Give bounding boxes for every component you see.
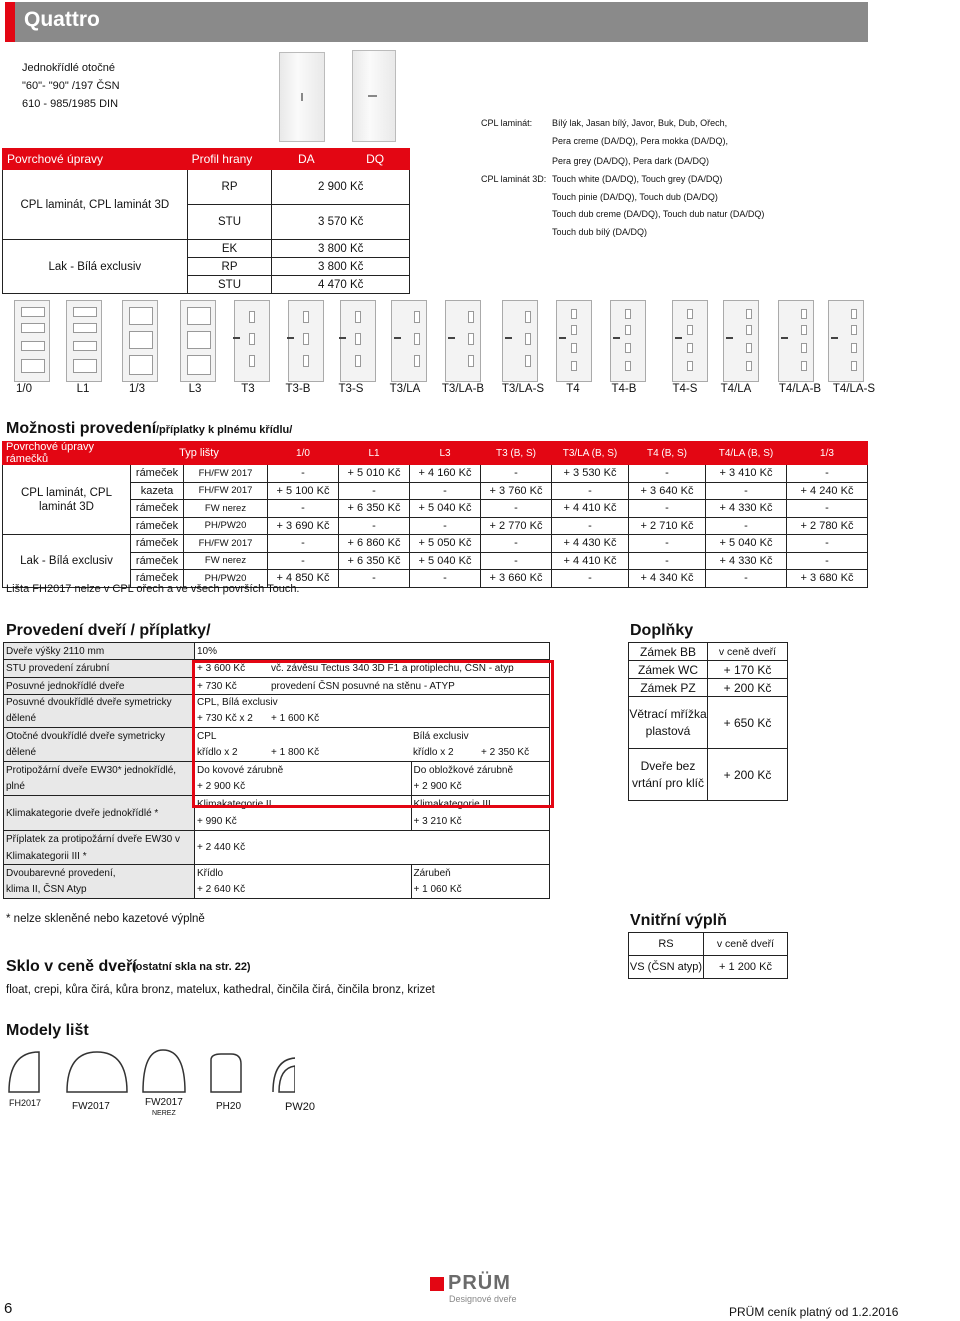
- model-label: T4/LA-S: [832, 383, 876, 395]
- filling-table: [628, 932, 788, 979]
- col-header: 1/0: [268, 441, 339, 465]
- table-cell: + 5 100 Kč: [268, 482, 339, 500]
- table-cell: -: [339, 570, 410, 588]
- model-label: T3-B: [285, 383, 311, 395]
- options-title: Možnosti provedení: [6, 420, 157, 437]
- cpl3d-text: Touch white (DA/DQ), Touch grey (DA/DQ): [552, 174, 723, 184]
- table-cell: PH/PW20: [184, 517, 268, 535]
- addons-table: [628, 642, 788, 801]
- table-cell: + 2 900 Kč: [195, 779, 412, 796]
- brand-logo-mark: [430, 1277, 444, 1291]
- col-header: Typ lišty: [131, 441, 268, 465]
- price-cell: 3 570 Kč: [272, 205, 410, 240]
- table-cell: FW nerez: [184, 500, 268, 518]
- table-cell: + 1 600 Kč: [269, 711, 550, 728]
- model-label: T3/LA: [389, 383, 421, 395]
- model-label: T4-S: [672, 383, 698, 395]
- door-image-dq: [352, 50, 396, 142]
- table-cell: Zámek WC: [629, 661, 708, 679]
- col-header: Povrchové úpravy rámečků: [3, 441, 131, 465]
- model-label: T3/LA-S: [501, 383, 545, 395]
- table-cell: + 1 800 Kč: [269, 745, 411, 762]
- table-cell: Protipožární dveře EW30* jednokřídlé,: [4, 762, 195, 779]
- table-row: [3, 500, 868, 518]
- surface-group: CPL laminát, CPL laminát 3D: [3, 465, 131, 535]
- profile-pw20-body: [279, 1066, 295, 1092]
- table-cell: dělené: [4, 745, 195, 762]
- table-cell: + 3 690 Kč: [268, 517, 339, 535]
- table-cell: -: [787, 552, 868, 570]
- table-cell: Klimakategorie III: [411, 796, 550, 813]
- door-handle: [301, 93, 303, 101]
- table-cell: -: [629, 500, 706, 518]
- info-sizes-din: 610 - 985/1985 DIN: [22, 98, 119, 110]
- table-cell: + 4 330 Kč: [706, 500, 787, 518]
- table-cell: -: [268, 465, 339, 482]
- table-cell: -: [410, 570, 481, 588]
- table-cell: + 1 060 Kč: [411, 882, 550, 899]
- table-cell: + 3 410 Kč: [706, 465, 787, 482]
- model-door-t4-la: [723, 300, 759, 382]
- table-cell: Klimakategorii III *: [4, 849, 195, 865]
- profiles-title: Modely lišt: [6, 1022, 89, 1039]
- profile-sublabel: NEREZ: [152, 1110, 176, 1117]
- surface-group: Lak - Bílá exclusiv: [3, 535, 131, 588]
- price-table: [2, 148, 410, 294]
- table-cell: 10%: [195, 643, 550, 660]
- table-cell: + 3 760 Kč: [481, 482, 552, 500]
- table-cell: + 2 900 Kč: [411, 779, 550, 796]
- table-cell: rámeček: [131, 517, 184, 535]
- table-cell: Křídlo: [195, 865, 412, 882]
- table-cell: rámeček: [131, 570, 184, 588]
- table-cell: CPL: [195, 728, 412, 745]
- table-cell: Příplatek za protipožární dveře EW30 v: [4, 831, 195, 849]
- table-cell: + 4 430 Kč: [552, 535, 629, 553]
- table-cell: + 2 640 Kč: [195, 882, 412, 899]
- table-cell: -: [787, 465, 868, 482]
- table-cell: -: [706, 482, 787, 500]
- profile-fw2017-nerez: [143, 1050, 185, 1092]
- table-cell: + 5 050 Kč: [410, 535, 481, 553]
- table-cell: + 3 600 Kč: [195, 660, 270, 678]
- table-cell: + 3 530 Kč: [552, 465, 629, 482]
- table-cell: + 3 210 Kč: [411, 813, 550, 831]
- table-cell: vč. závěsu Tectus 340 3D F1 a protiplechu, ČSN - atyp: [269, 660, 550, 678]
- surface-group: Lak - Bílá exclusiv: [3, 240, 188, 294]
- table-cell: klima II, ČSN Atyp: [4, 882, 195, 899]
- footnote: * nelze skleněné nebo kazetové výplně: [6, 913, 205, 925]
- table-cell: Posuvné dvoukřídlé dveře symetricky: [4, 695, 195, 711]
- table-cell: STU provedení zárubní: [4, 660, 195, 678]
- price-cell: 4 470 Kč: [272, 276, 410, 294]
- table-cell: -: [552, 570, 629, 588]
- table-cell: + 650 Kč: [708, 697, 788, 749]
- table-cell: -: [629, 552, 706, 570]
- table-cell: rámeček: [131, 500, 184, 518]
- table-cell: Dveře bez vrtání pro klíč: [629, 749, 708, 801]
- table-cell: -: [268, 552, 339, 570]
- table-cell: FH/FW 2017: [184, 465, 268, 482]
- table-cell: + 3 640 Kč: [629, 482, 706, 500]
- table-cell: křídlo x 2: [195, 745, 270, 762]
- model-label: 1/3: [129, 383, 145, 395]
- col-header: Profil hrany: [187, 149, 272, 170]
- table-cell: -: [787, 535, 868, 553]
- col-header: 1/3: [787, 441, 868, 465]
- table-cell: PH/PW20: [184, 570, 268, 588]
- table-cell: -: [481, 535, 552, 553]
- model-label: T4-B: [611, 383, 637, 395]
- table-cell: provedení ČSN posuvné na stěnu - ATYP: [269, 678, 550, 695]
- table-cell: FH/FW 2017: [184, 535, 268, 553]
- model-door-t4: [556, 300, 592, 382]
- cpl-text: Pera grey (DA/DQ), Pera dark (DA/DQ): [552, 156, 710, 166]
- table-cell: křídlo x 2: [411, 745, 479, 762]
- table-cell: VS (ČSN atyp): [629, 956, 704, 979]
- edge-profile: STU: [187, 205, 272, 240]
- model-door-1-0: [14, 300, 50, 382]
- table-cell: -: [629, 465, 706, 482]
- options-subtitle: /příplatky k plnému křídlu/: [156, 424, 293, 436]
- model-label: L3: [188, 383, 202, 395]
- model-door-t4-la-b: [778, 300, 814, 382]
- col-header: DQ: [341, 149, 410, 170]
- model-door-t4-s: [672, 300, 708, 382]
- model-label: 1/0: [16, 383, 32, 395]
- model-label: T3: [241, 383, 255, 395]
- brand-tagline: Designové dveře: [449, 1294, 517, 1304]
- price-cell: 3 800 Kč: [272, 258, 410, 276]
- price-cell: 2 900 Kč: [272, 170, 410, 205]
- table-cell: + 730 Kč x 2: [195, 711, 270, 728]
- table-cell: + 5 040 Kč: [410, 500, 481, 518]
- table-row: [3, 552, 868, 570]
- table-cell: + 6 350 Kč: [339, 552, 410, 570]
- table-cell: v ceně dveří: [704, 933, 788, 956]
- cpl3d-label: CPL laminát 3D:: [481, 174, 547, 184]
- table-cell: + 5 040 Kč: [706, 535, 787, 553]
- table-cell: + 6 350 Kč: [339, 500, 410, 518]
- table-cell: rámeček: [131, 465, 184, 482]
- table-cell: + 5 010 Kč: [339, 465, 410, 482]
- table-cell: + 3 660 Kč: [481, 570, 552, 588]
- table-cell: + 4 340 Kč: [629, 570, 706, 588]
- table-cell: -: [706, 570, 787, 588]
- model-door-l3: [180, 300, 216, 382]
- brand-logo: PRÜM: [448, 1272, 511, 1294]
- col-header: T4/LA (B, S): [706, 441, 787, 465]
- table-cell: + 4 160 Kč: [410, 465, 481, 482]
- profile-label: FW2017: [72, 1101, 110, 1112]
- table-row: [3, 517, 868, 535]
- table-cell: + 2 770 Kč: [481, 517, 552, 535]
- model-door-t3-la: [391, 300, 427, 382]
- model-door-t3-b: [288, 300, 324, 382]
- highlight-box: [192, 660, 554, 808]
- table-cell: + 3 680 Kč: [787, 570, 868, 588]
- model-door-t4-b: [610, 300, 646, 382]
- model-label: T4/LA: [720, 383, 752, 395]
- addons-title: Doplňky: [630, 622, 694, 639]
- info-sizes-csn: "60"- "90" /197 ČSN: [22, 80, 120, 92]
- table-cell: -: [410, 482, 481, 500]
- table-cell: -: [552, 482, 629, 500]
- table-cell: v ceně dveří: [708, 643, 788, 661]
- col-header: Povrchové úpravy: [3, 149, 188, 170]
- table-cell: + 6 860 Kč: [339, 535, 410, 553]
- table-cell: -: [268, 500, 339, 518]
- cpl-text: Pera creme (DA/DQ), Pera mokka (DA/DQ),: [552, 136, 729, 146]
- model-label: L1: [76, 383, 90, 395]
- door-handle: [368, 95, 377, 97]
- profile-label: PH20: [216, 1101, 242, 1112]
- cpl3d-text: Touch pinie (DA/DQ), Touch dub (DA/DQ): [552, 192, 718, 202]
- table-cell: -: [339, 517, 410, 535]
- table-cell: Zámek BB: [629, 643, 708, 661]
- model-door-l1: [66, 300, 102, 382]
- model-door-t3: [234, 300, 270, 382]
- model-door-t3-la-b: [445, 300, 481, 382]
- table-cell: Dvoubarevné provedení,: [4, 865, 195, 882]
- table-cell: -: [706, 517, 787, 535]
- table-cell: -: [629, 535, 706, 553]
- table-cell: Klimakategorie dveře jednokřídlé *: [4, 796, 195, 831]
- options-note: Lišta FH2017 nelze v CPL ořech a ve všech površích Touch.: [6, 583, 300, 595]
- table-cell: + 200 Kč: [708, 749, 788, 801]
- table-row: [3, 535, 868, 553]
- model-door-1-3: [122, 300, 158, 382]
- table-cell: + 2 350 Kč: [479, 745, 550, 762]
- profile-label: FW2017: [145, 1097, 183, 1108]
- table-cell: + 4 240 Kč: [787, 482, 868, 500]
- options-table: [2, 441, 868, 588]
- page-title: Quattro: [24, 8, 100, 31]
- table-row: [3, 482, 868, 500]
- table-cell: Dveře výšky 2110 mm: [4, 643, 195, 660]
- table-cell: Větrací mřížka plastová: [629, 697, 708, 749]
- price-cell: 3 800 Kč: [272, 240, 410, 258]
- table-cell: + 1 200 Kč: [704, 956, 788, 979]
- model-door-t3-s: [340, 300, 376, 382]
- model-label: T4/LA-B: [778, 383, 822, 395]
- table-cell: Bílá exclusiv: [411, 728, 550, 745]
- table-cell: CPL, Bílá exclusiv: [195, 695, 550, 711]
- model-label: T3-S: [338, 383, 364, 395]
- table-cell: -: [787, 500, 868, 518]
- table-cell: RS: [629, 933, 704, 956]
- table-cell: + 2 780 Kč: [787, 517, 868, 535]
- cpl-text: Bílý lak, Jasan bílý, Javor, Buk, Dub, Ořech,: [552, 118, 728, 128]
- door-image-da: [279, 52, 325, 142]
- col-header: DA: [272, 149, 341, 170]
- table-cell: Otočné dvoukřídlé dveře symetricky: [4, 728, 195, 745]
- model-label: T4: [566, 383, 580, 395]
- table-cell: + 730 Kč: [195, 678, 270, 695]
- cpl-label: CPL laminát:: [481, 118, 533, 128]
- header-accent: [5, 2, 15, 42]
- table-cell: + 4 850 Kč: [268, 570, 339, 588]
- table-cell: + 2 440 Kč: [195, 831, 550, 865]
- table-cell: -: [481, 465, 552, 482]
- surface-group: CPL laminát, CPL laminát 3D: [3, 170, 188, 240]
- col-header: L3: [410, 441, 481, 465]
- model-gallery: [8, 300, 878, 380]
- edge-profile: STU: [187, 276, 272, 294]
- table-cell: rámeček: [131, 552, 184, 570]
- surcharges-title: Provedení dveří / příplatky/: [6, 622, 211, 639]
- table-cell: Do obložkové zárubně: [411, 762, 550, 779]
- glass-title: Sklo v ceně dveří: [6, 958, 137, 975]
- glass-list: float, crepi, kůra čirá, kůra bronz, matelux, kathedral, činčila čirá, činčila bronz, krizet: [6, 984, 435, 996]
- table-cell: -: [481, 500, 552, 518]
- table-cell: -: [339, 482, 410, 500]
- table-cell: Zárubeň: [411, 865, 550, 882]
- profile-fh2017: [9, 1052, 39, 1092]
- table-cell: Posuvné jednokřídlé dveře: [4, 678, 195, 695]
- table-cell: Klimakategorie II: [195, 796, 412, 813]
- table-cell: -: [481, 552, 552, 570]
- col-header: T3/LA (B, S): [552, 441, 629, 465]
- profile-label: FH2017: [9, 1098, 42, 1108]
- model-door-t4-la-s: [828, 300, 864, 382]
- table-cell: + 4 410 Kč: [552, 552, 629, 570]
- edge-profile: EK: [187, 240, 272, 258]
- profile-ph20: [211, 1054, 241, 1092]
- table-cell: -: [268, 535, 339, 553]
- table-cell: -: [552, 517, 629, 535]
- col-header: L1: [339, 441, 410, 465]
- table-cell: + 170 Kč: [708, 661, 788, 679]
- cpl3d-text: Touch dub bílý (DA/DQ): [552, 227, 648, 237]
- price-validity: PRÜM ceník platný od 1.2.2016: [729, 1305, 899, 1319]
- profile-fw2017: [67, 1052, 127, 1092]
- model-door-t3-la-s: [502, 300, 538, 382]
- page-number: 6: [4, 1300, 13, 1317]
- table-cell: + 4 410 Kč: [552, 500, 629, 518]
- table-cell: Zámek PZ: [629, 679, 708, 697]
- glass-subtitle: (ostatní skla na str. 22): [132, 961, 251, 973]
- table-cell: + 200 Kč: [708, 679, 788, 697]
- col-header: T3 (B, S): [481, 441, 552, 465]
- table-cell: rámeček: [131, 535, 184, 553]
- table-cell: dělené: [4, 711, 195, 728]
- table-cell: + 990 Kč: [195, 813, 412, 831]
- edge-profile: RP: [187, 170, 272, 205]
- table-cell: kazeta: [131, 482, 184, 500]
- col-header: T4 (B, S): [629, 441, 706, 465]
- table-cell: Do kovové zárubně: [195, 762, 412, 779]
- table-cell: + 4 330 Kč: [706, 552, 787, 570]
- table-cell: -: [410, 517, 481, 535]
- table-cell: FW nerez: [184, 552, 268, 570]
- cpl3d-text: Touch dub creme (DA/DQ), Touch dub natur (DA/DQ): [552, 209, 765, 219]
- table-row: [3, 465, 868, 482]
- table-cell: + 5 040 Kč: [410, 552, 481, 570]
- model-label: T3/LA-B: [441, 383, 485, 395]
- filling-title: Vnitřní výplň: [630, 912, 727, 929]
- edge-profile: RP: [187, 258, 272, 276]
- header-bar: [5, 2, 868, 42]
- table-cell: plné: [4, 779, 195, 796]
- info-type: Jednokřídlé otočné: [22, 62, 115, 74]
- table-cell: FH/FW 2017: [184, 482, 268, 500]
- table-cell: + 2 710 Kč: [629, 517, 706, 535]
- profile-label: PW20: [285, 1101, 315, 1113]
